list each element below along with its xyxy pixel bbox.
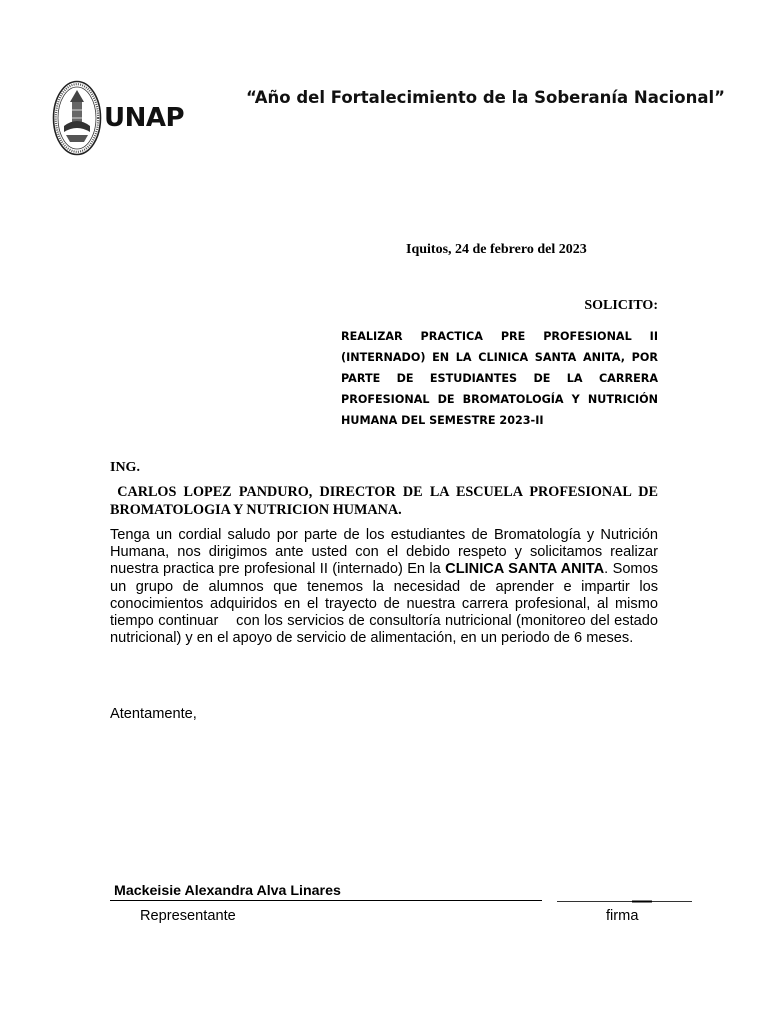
year-motto: “Año del Fortalecimiento de la Soberanía Nacional” bbox=[246, 88, 725, 107]
signature-label: firma bbox=[606, 908, 639, 924]
body-part-2: . Somos un grupo de alumnos que tenemos la necesidad de aprender e impartir los conocimientos adquiridos en el trayecto de nuestra carrera profesional, al mismo tiempo continuar con los servicios de consultoría nutricional (monitoreo del estado nutricional) y en el apoyo de servicio de alimentación, en un periodo de 6 meses. bbox=[110, 561, 663, 647]
closing-text: Atentamente, bbox=[110, 706, 197, 722]
logo-text: UNAP bbox=[104, 103, 185, 133]
date-line: Iquitos, 24 de febrero del 2023 bbox=[406, 242, 587, 257]
addressee-name: CARLOS LOPEZ PANDURO, DIRECTOR DE LA ESCUELA PROFESIONAL DE BROMATOLOGIA Y NUTRICION HUMANA. bbox=[110, 484, 662, 518]
addressee-title: ING. bbox=[110, 460, 140, 475]
representative-label: Representante bbox=[140, 908, 236, 924]
solicito-label: SOLICITO: bbox=[584, 298, 658, 313]
signature-line bbox=[557, 890, 692, 893]
body-part-1: Tenga un cordial saludo por parte de los estudiantes de Bromatología y Nutrición Humana, nos dirigimos ante usted con el debido respeto y solicitamos realizar nuestra practica pre profesional II (internado) En la bbox=[110, 527, 663, 578]
representative-name: Mackeisie Alexandra Alva Linares bbox=[110, 883, 542, 901]
letter-body bbox=[110, 527, 663, 647]
university-seal-icon bbox=[52, 80, 102, 156]
clinic-name: CLINICA SANTA ANITA bbox=[445, 561, 605, 578]
solicito-text: REALIZAR PRACTICA PRE PROFESIONAL II (INTERNADO) EN LA CLINICA SANTA ANITA, POR PARTE DE ESTUDIANTES DE LA CARRERA PROFESIONAL DE BROMATOLOGÍA Y NUTRICIÓN HUMANA DEL SEMESTRE 2023-II bbox=[341, 330, 658, 427]
